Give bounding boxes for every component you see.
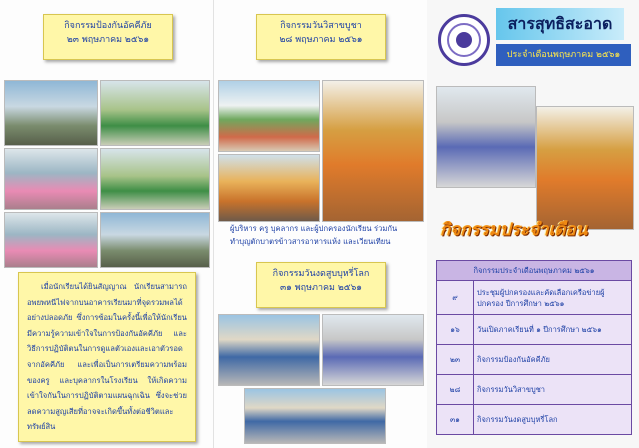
visakha-photo (218, 154, 320, 222)
fire-drill-date: ๒๓ พฤษภาคม ๒๕๖๑ (66, 35, 150, 45)
monthly-activity-photo (536, 106, 634, 230)
panel-visakha-and-no-smoking (213, 0, 427, 448)
fire-drill-photo (100, 212, 210, 268)
schedule-header: กิจกรรมประจำเดือนพฤษภาคม ๒๕๖๑ (437, 261, 632, 281)
fire-drill-photo (100, 80, 210, 146)
monthly-activity-photo (436, 86, 536, 188)
logo-emblem-icon (456, 32, 472, 48)
no-smoking-title: กิจกรรมวันงดสูบบุหรี่โลก (272, 269, 370, 279)
fire-drill-photo (100, 148, 210, 210)
newsletter-issue: ประจำเดือนพฤษภาคม ๒๕๖๑ (496, 44, 631, 66)
schedule-row (437, 405, 632, 435)
fire-drill-photo (4, 80, 98, 146)
fire-drill-heading (43, 14, 173, 60)
schedule-day: ๒๘ (437, 375, 474, 405)
no-smoking-photo (244, 388, 386, 444)
visakha-caption: ผู้บริหาร ครู บุคลากร และผู้ปกครองนักเรียน ร่วมกันทำบุญตักบาตรข้าวสารอาหารแห้ง และเวียนเทียน (230, 224, 398, 246)
fire-drill-description: เมื่อนักเรียนได้ยินสัญญาณ นักเรียนสามารถอพยพหนีไฟจากบนอาคารเรียนมาที่จุดรวมพลได้อย่างปลอดภัย ซึ่งการซ้อมในครั้งนี้เพื่อให้นักเรียนมีความรู้ความเข้าใจในการป้องกันอัคคีภัย และวิธีการปฏิบัติตนในการดูแลตัวเองและเอาตัวรอดจากอัคคีภัย และเพื่อเป็นการเตรียมความพร้อมของครู และบุคลากรในโรงเรียน ให้เกิดความเข้าใจกันในการปฏิบัติตามแผนฉุกเฉิน ซึ่งจะช่วยลดความสูญเสียที่อาจจะเกิดขึ้นทั้งต่อชีวิตและทรัพย์สิน (18, 272, 196, 442)
schedule-activity: กิจกรรมวันงดสูบบุหรี่โลก (474, 405, 632, 435)
schedule-row (437, 375, 632, 405)
schedule-day: ๙ (437, 281, 474, 315)
schedule-day: ๑๖ (437, 315, 474, 345)
no-smoking-photo (218, 314, 320, 386)
visakha-photo (218, 80, 320, 152)
monthly-schedule-table (436, 260, 632, 435)
panel-fire-drill (0, 0, 213, 448)
no-smoking-photo (322, 314, 424, 386)
schedule-row (437, 281, 632, 315)
school-logo (438, 14, 490, 66)
visakha-title: กิจกรรมวันวิสาขบูชา (280, 21, 362, 31)
schedule-row (437, 315, 632, 345)
schedule-row (437, 345, 632, 375)
newsletter-masthead: สารสุทธิสะอาด (496, 8, 624, 40)
visakha-heading (256, 14, 386, 60)
schedule-activity: กิจกรรมป้องกันอัคคีภัย (474, 345, 632, 375)
no-smoking-date: ๓๑ พฤษภาคม ๒๕๖๑ (279, 283, 362, 293)
schedule-activity: วันเปิดภาคเรียนที่ ๑ ปีการศึกษา ๒๕๖๑ (474, 315, 632, 345)
visakha-photo (322, 80, 424, 222)
fire-drill-photo (4, 212, 98, 268)
fire-drill-photo (4, 148, 98, 210)
visakha-date: ๒๘ พฤษภาคม ๒๕๖๑ (279, 35, 363, 45)
schedule-day: ๒๓ (437, 345, 474, 375)
no-smoking-heading (256, 262, 386, 308)
schedule-activity: ประชุมผู้ปกครองและคัดเลือกเครือข่ายผู้ปกครอง ปีการศึกษา ๒๕๖๑ (474, 281, 632, 315)
monthly-activities-title: กิจกรรมประจำเดือน (440, 220, 588, 240)
logo-ring (447, 23, 481, 57)
schedule-day: ๓๑ (437, 405, 474, 435)
schedule-activity: กิจกรรมวันวิสาขบูชา (474, 375, 632, 405)
fire-drill-title: กิจกรรมป้องกันอัคคีภัย (64, 21, 152, 31)
